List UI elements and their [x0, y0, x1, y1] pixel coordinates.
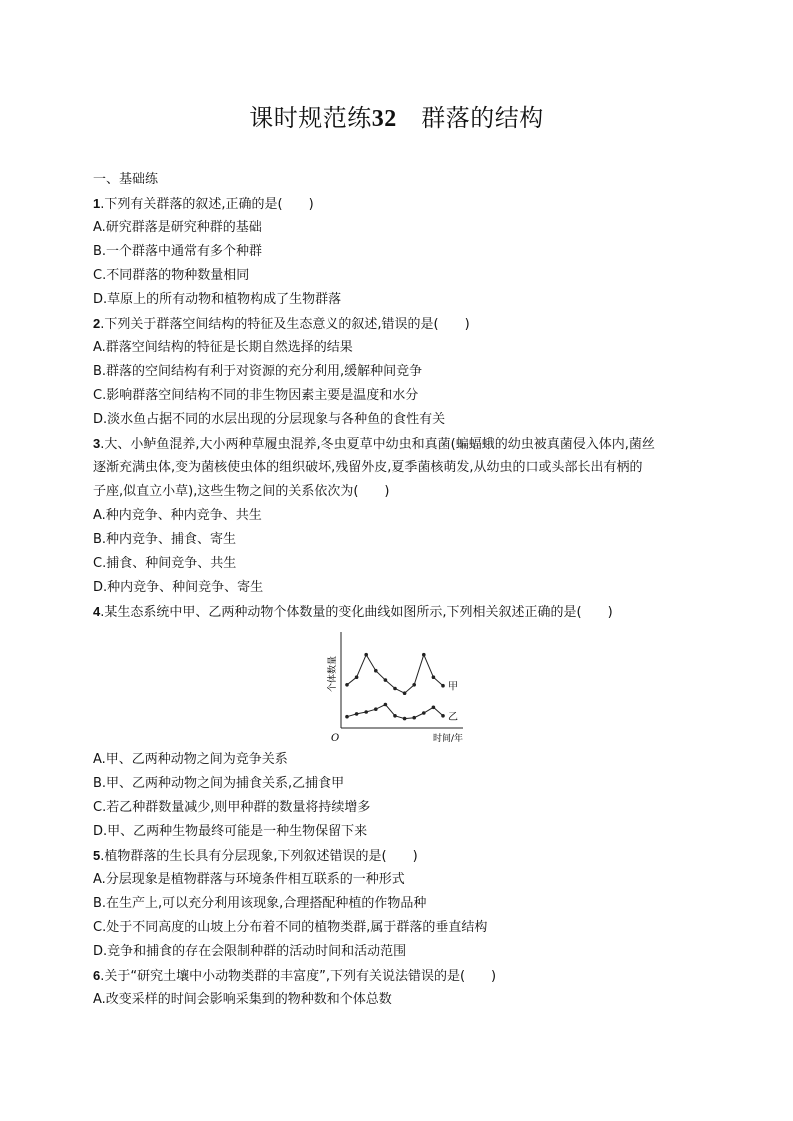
- question-number: 4: [93, 604, 101, 619]
- data-point: [393, 687, 397, 691]
- option-a: A.分层现象是植物群落与环境条件相互联系的一种形式: [93, 872, 405, 887]
- question-stem-cont: 子座,似直立小草),这些生物之间的关系依次为( ): [93, 484, 390, 499]
- data-point: [384, 678, 388, 682]
- question-number: 5: [93, 848, 101, 863]
- question-1: [93, 192, 713, 312]
- question-stem: 4.某生态系统中甲、乙两种动物个体数量的变化曲线如图所示,下列相关叙述正确的是( ): [93, 604, 613, 620]
- option-c: C.不同群落的物种数量相同: [93, 268, 250, 283]
- option-a: A.群落空间结构的特征是长期自然选择的结果: [93, 340, 353, 355]
- data-point: [355, 712, 359, 716]
- option-c: C.捕食、种间竞争、共生: [93, 556, 237, 571]
- option-d: D.淡水鱼占据不同的水层出现的分层现象与各种鱼的食性有关: [93, 412, 446, 427]
- data-point: [441, 684, 445, 688]
- option-a: A.种内竞争、种内竞争、共生: [93, 508, 262, 523]
- data-point: [345, 683, 349, 687]
- title-prefix: 课时规范练: [249, 104, 372, 132]
- option-b: B.甲、乙两种动物之间为捕食关系,乙捕食甲: [93, 776, 345, 791]
- series-label-2: 乙: [448, 711, 458, 723]
- data-point: [403, 717, 407, 721]
- question-stem: 6.关于“研究土壤中小动物类群的丰富度”,下列有关说法错误的是( ): [93, 968, 497, 984]
- option-d: D.草原上的所有动物和植物构成了生物群落: [93, 292, 342, 307]
- data-point: [364, 653, 368, 657]
- option-c: C.影响群落空间结构不同的非生物因素主要是温度和水分: [93, 388, 419, 403]
- option-b: B.种内竞争、捕食、寄生: [93, 532, 237, 547]
- data-point: [422, 711, 426, 715]
- question-stem: 1.下列有关群落的叙述,正确的是( ): [93, 196, 314, 212]
- question-4: [93, 600, 713, 844]
- x-axis-label: 时间/年: [432, 734, 463, 744]
- data-point: [412, 683, 416, 687]
- option-d: D.甲、乙两种生物最终可能是一种生物保留下来: [93, 824, 368, 839]
- question-number: 1: [93, 196, 101, 211]
- question-stem: 2.下列关于群落空间结构的特征及生态意义的叙述,错误的是( ): [93, 316, 470, 332]
- question-6: [93, 964, 713, 1012]
- origin-label: O: [331, 733, 340, 744]
- question-stem-cont: 逐渐充满虫体,变为菌核使虫体的组织破坏,残留外皮,夏季菌核萌发,从幼虫的口或头部长出有柄的: [93, 460, 643, 475]
- data-point: [422, 653, 426, 657]
- data-point: [364, 710, 368, 714]
- data-point: [432, 675, 436, 679]
- option-b: B.在生产上,可以充分利用该现象,合理搭配种植的作物品种: [93, 896, 427, 911]
- question-3: [93, 432, 713, 600]
- data-point: [374, 669, 378, 673]
- option-c: C.处于不同高度的山坡上分布着不同的植物类群,属于群落的垂直结构: [93, 920, 488, 935]
- title-number: 32: [371, 106, 397, 132]
- series-layer: [345, 653, 458, 723]
- page-title: [0, 101, 793, 136]
- question-5: [93, 844, 713, 964]
- question-2: [93, 312, 713, 432]
- chart-svg: [323, 628, 473, 746]
- option-a: A.改变采样的时间会影响采集到的物种数和个体总数: [93, 992, 392, 1007]
- data-point: [393, 714, 397, 718]
- section-heading: 一、基础练: [93, 172, 159, 187]
- data-point: [441, 714, 445, 718]
- question-number: 6: [93, 968, 101, 983]
- series-label-1: 甲: [448, 681, 458, 693]
- option-a: A.研究群落是研究种群的基础: [93, 220, 262, 235]
- option-c: C.若乙种群数量减少,则甲种群的数量将持续增多: [93, 800, 371, 815]
- option-a: A.甲、乙两种动物之间为竞争关系: [93, 752, 288, 767]
- option-d: D.竞争和捕食的存在会限制种群的活动时间和活动范围: [93, 944, 407, 959]
- content: [93, 168, 713, 1012]
- question-stem: 3.大、小鲈鱼混养,大小两种草履虫混养,冬虫夏草中幼虫和真菌(蝙蝠蛾的幼虫被真菌侵入体内,菌丝: [93, 436, 655, 452]
- option-d: D.种内竞争、种间竞争、寄生: [93, 580, 264, 595]
- data-point: [374, 707, 378, 711]
- option-b: B.群落的空间结构有利于对资源的充分利用,缓解种间竞争: [93, 364, 423, 379]
- population-chart: [323, 628, 473, 746]
- title-suffix: 群落的结构: [421, 104, 544, 132]
- data-point: [355, 675, 359, 679]
- data-point: [412, 716, 416, 720]
- question-stem: 5.植物群落的生长具有分层现象,下列叙述错误的是( ): [93, 848, 418, 864]
- data-point: [384, 703, 388, 707]
- question-number: 3: [93, 436, 101, 451]
- question-number: 2: [93, 316, 101, 331]
- data-point: [432, 706, 436, 710]
- data-point: [345, 715, 349, 719]
- option-b: B.一个群落中通常有多个种群: [93, 244, 263, 259]
- y-axis-label: 个体数量: [328, 655, 338, 693]
- data-point: [403, 691, 407, 695]
